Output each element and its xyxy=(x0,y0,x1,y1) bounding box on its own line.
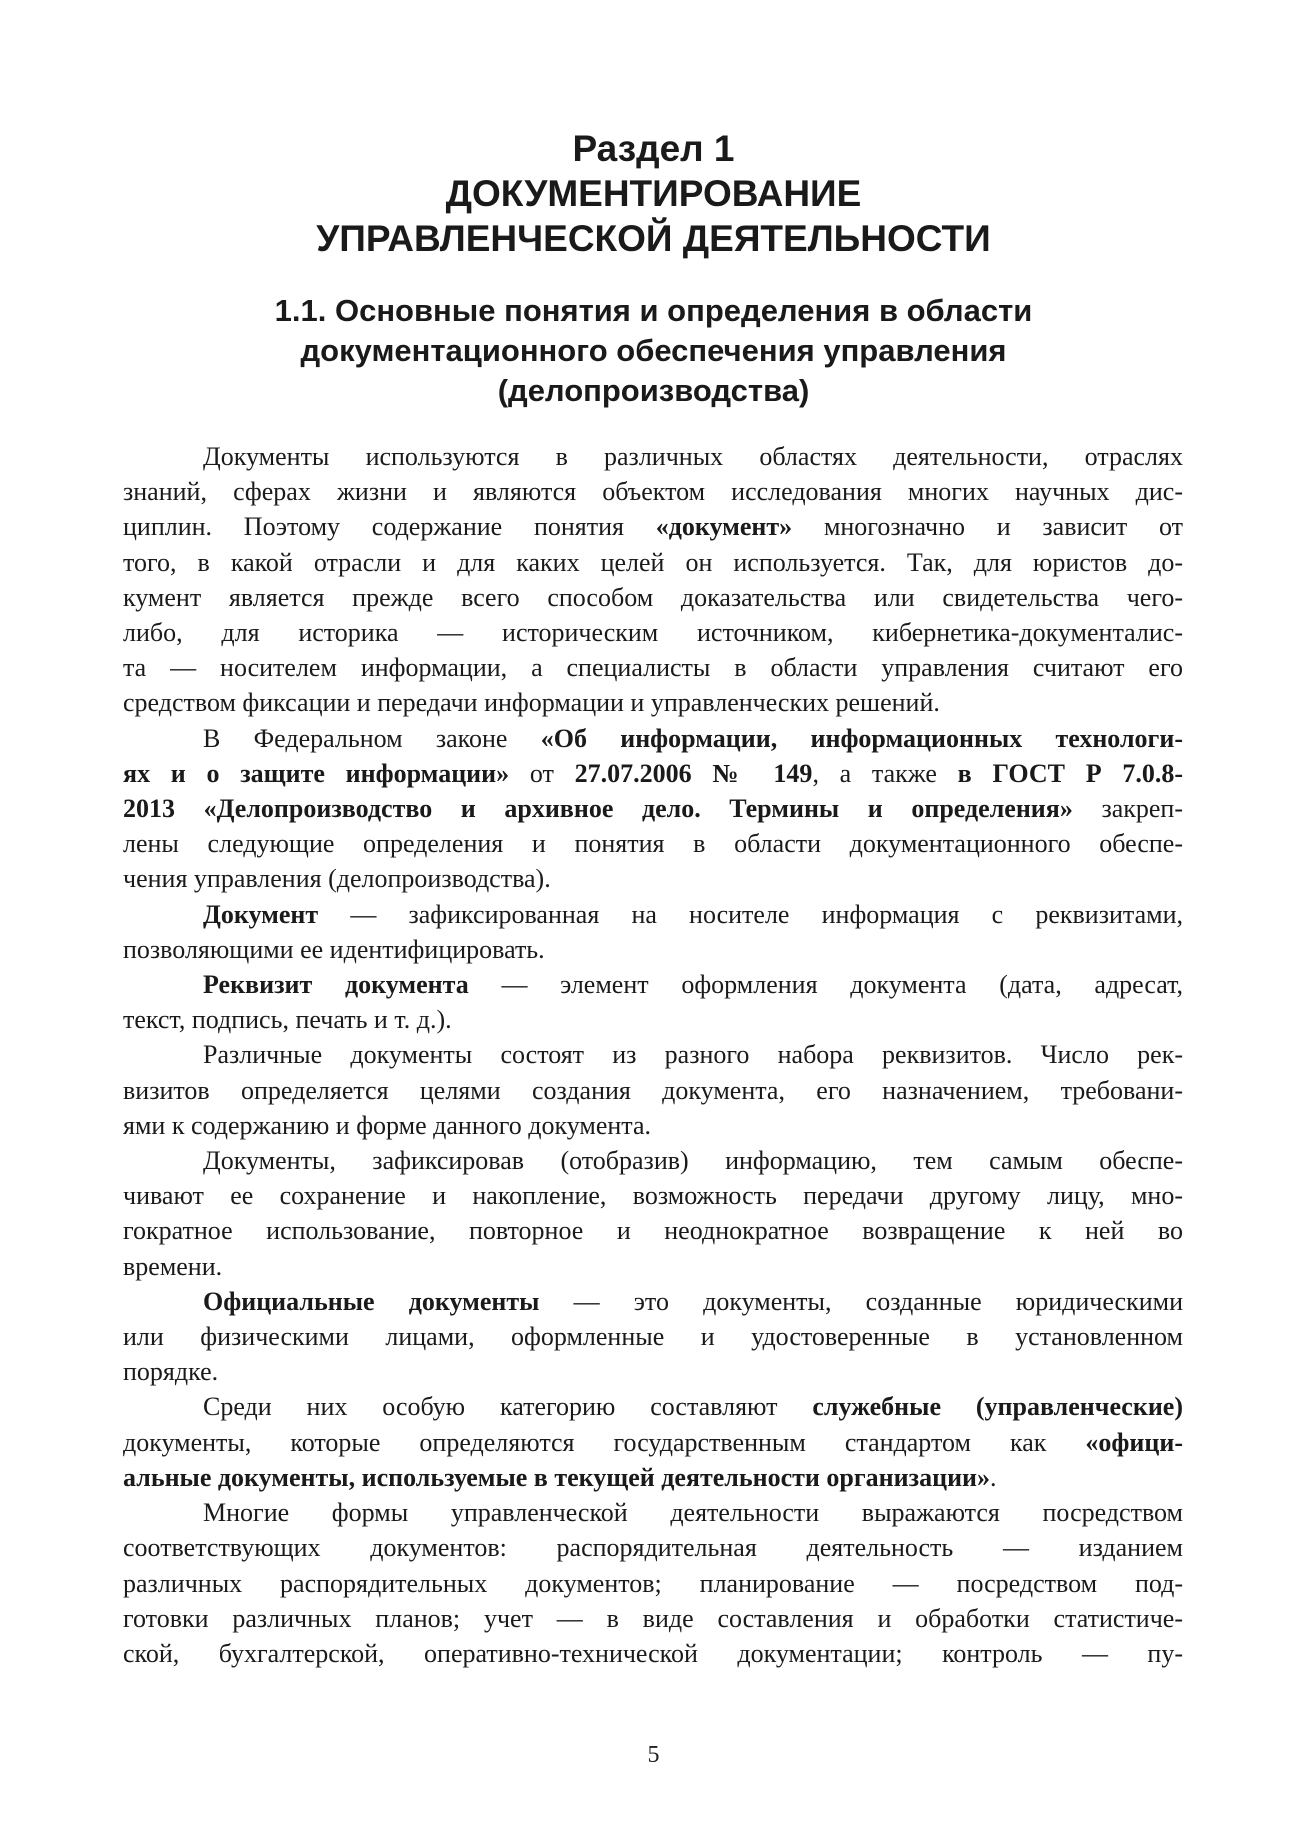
text-run: Документы, зафиксировав (отобразив) информацию, тем самым обеспе- xyxy=(203,1146,1183,1176)
text-line xyxy=(123,967,1183,1002)
paragraph xyxy=(123,1143,1183,1284)
paragraph xyxy=(123,967,1183,1037)
text-line xyxy=(123,1249,1183,1284)
text-line xyxy=(123,1284,1183,1319)
text-line xyxy=(123,1213,1183,1248)
text-line xyxy=(123,1460,1183,1495)
paragraph xyxy=(123,1284,1183,1390)
bold-term: 27.07.2006 № 149 xyxy=(574,758,813,788)
text-run: или физическими лицами, оформленные и удостоверенные в установленном xyxy=(123,1322,1183,1352)
text-line xyxy=(123,1425,1183,1460)
bold-term: Документ xyxy=(203,899,319,929)
text-run: многозначно и зависит от xyxy=(792,512,1184,542)
text-run: визитов определяется целями создания документа, его назначением, требовани- xyxy=(123,1075,1183,1105)
text-line xyxy=(123,685,1183,720)
text-run: . xyxy=(990,1462,997,1492)
bold-term: ях и о защите информации» xyxy=(123,758,510,788)
text-line xyxy=(123,1495,1183,1530)
text-run: соответствующих документов: распорядительная деятельность — изданием xyxy=(123,1533,1183,1563)
text-line xyxy=(123,1636,1183,1671)
bold-term: Реквизит документа xyxy=(203,970,469,1000)
text-run: чивают ее сохранение и накопление, возможность передачи другому лицу, мно- xyxy=(123,1181,1183,1211)
subsection-title-line-2: документационного обеспечения управления xyxy=(300,333,1007,368)
text-run: та — носителем информации, а специалисты в области управления считают его xyxy=(123,653,1183,683)
text-run: циплин. Поэтому содержание понятия xyxy=(123,512,656,542)
text-line xyxy=(123,1530,1183,1565)
text-line xyxy=(123,1108,1183,1143)
text-run: документы, которые определяются государственным стандартом как xyxy=(123,1427,1086,1457)
text-line xyxy=(123,1319,1183,1354)
text-run: , а также xyxy=(812,758,958,788)
text-line xyxy=(123,1037,1183,1072)
text-run: ями к содержанию и форме данного документа. xyxy=(123,1110,652,1140)
text-line xyxy=(123,509,1183,544)
text-line xyxy=(123,1389,1183,1424)
text-line xyxy=(123,474,1183,509)
bold-term: «офици- xyxy=(1085,1427,1183,1457)
text-run: ской, бухгалтерской, оперативно-технической документации; контроль — пу- xyxy=(123,1638,1183,1668)
text-line xyxy=(123,861,1183,896)
text-run: средством фиксации и передачи информации и управленческих решений. xyxy=(123,688,940,718)
text-line xyxy=(123,721,1183,756)
subsection-title-line-1: 1.1. Основные понятия и определения в области xyxy=(274,293,1033,328)
text-line xyxy=(123,826,1183,861)
bold-term: в ГОСТ Р 7.0.8- xyxy=(957,758,1183,788)
bold-term: альные документы, используемые в текущей деятельности организации» xyxy=(123,1462,991,1492)
paragraph xyxy=(123,1037,1183,1143)
text-run: времени. xyxy=(123,1251,223,1281)
section-title-line-1: ДОКУМЕНТИРОВАНИЕ xyxy=(445,173,862,214)
text-run: гократное использование, повторное и неоднократное возвращение к ней во xyxy=(123,1216,1183,1246)
text-line xyxy=(123,1601,1183,1636)
section-number: Раздел 1 xyxy=(572,128,735,169)
text-run: Многие формы управленческой деятельности выражаются посредством xyxy=(203,1498,1183,1528)
section-heading xyxy=(0,126,1307,261)
paragraph xyxy=(123,439,1183,721)
text-run: Документы используются в различных областях деятельности, отраслях xyxy=(203,442,1183,471)
paragraph xyxy=(123,1389,1183,1495)
text-line xyxy=(123,545,1183,580)
text-run: либо, для историка — историческим источником, кибернетика-документалис- xyxy=(123,618,1183,648)
text-run: Различные документы состоят из разного набора реквизитов. Число рек- xyxy=(203,1040,1183,1070)
text-run: — это документы, созданные юридическими xyxy=(539,1286,1183,1316)
text-line xyxy=(123,1073,1183,1108)
text-run: лены следующие определения и понятия в области документационного обеспе- xyxy=(123,829,1183,859)
subsection-title-line-3: (делопроизводства) xyxy=(497,373,810,408)
text-run: различных распорядительных документов; планирование — посредством под- xyxy=(123,1568,1183,1598)
text-run: — элемент оформления документа (дата, адресат, xyxy=(468,970,1183,1000)
text-run: В Федеральном законе xyxy=(203,723,541,753)
body-text xyxy=(123,439,1183,1671)
bold-term: «Об информации, информационных технологи- xyxy=(540,723,1183,753)
paragraph xyxy=(123,897,1183,967)
section-title-line-2: УПРАВЛЕНЧЕСКОЙ ДЕЯТЕЛЬНОСТИ xyxy=(316,218,991,259)
text-line xyxy=(123,1143,1183,1178)
subsection-heading xyxy=(0,291,1307,411)
text-line xyxy=(123,1354,1183,1389)
text-run: закреп- xyxy=(1072,794,1183,824)
text-run: от xyxy=(509,758,575,788)
text-line xyxy=(123,615,1183,650)
paragraph xyxy=(123,1495,1183,1671)
text-line xyxy=(123,439,1183,474)
text-run: позволяющими ее идентифицировать. xyxy=(123,934,545,964)
text-line xyxy=(123,932,1183,967)
paragraph xyxy=(123,721,1183,897)
bold-term: служебные (управленческие) xyxy=(812,1392,1183,1422)
text-run: порядке. xyxy=(123,1357,219,1387)
text-run: — зафиксированная на носителе информация с реквизитами, xyxy=(318,899,1183,929)
text-run: кумент является прежде всего способом доказательства или свидетельства чего- xyxy=(123,582,1183,612)
text-line xyxy=(123,1002,1183,1037)
bold-term: «документ» xyxy=(655,512,793,542)
text-run: того, в какой отрасли и для каких целей он используется. Так, для юристов до- xyxy=(123,547,1183,577)
page-number: 5 xyxy=(647,1742,660,1768)
bold-term: Официальные документы xyxy=(203,1286,540,1316)
bold-term: 2013 «Делопроизводство и архивное дело. Термины и определения» xyxy=(123,794,1073,824)
text-line xyxy=(123,897,1183,932)
text-line xyxy=(123,650,1183,685)
text-run: Среди них особую категорию составляют xyxy=(203,1392,813,1422)
text-line xyxy=(123,791,1183,826)
text-run: знаний, сферах жизни и являются объектом исследования многих научных дис- xyxy=(123,477,1183,507)
text-run: готовки различных планов; учет — в виде составления и обработки статистиче- xyxy=(123,1603,1183,1633)
text-run: чения управления (делопроизводства). xyxy=(123,864,551,894)
text-line xyxy=(123,580,1183,615)
text-line xyxy=(123,1178,1183,1213)
text-run: текст, подпись, печать и т. д.). xyxy=(123,1005,452,1035)
text-line xyxy=(123,1566,1183,1601)
text-line xyxy=(123,756,1183,791)
